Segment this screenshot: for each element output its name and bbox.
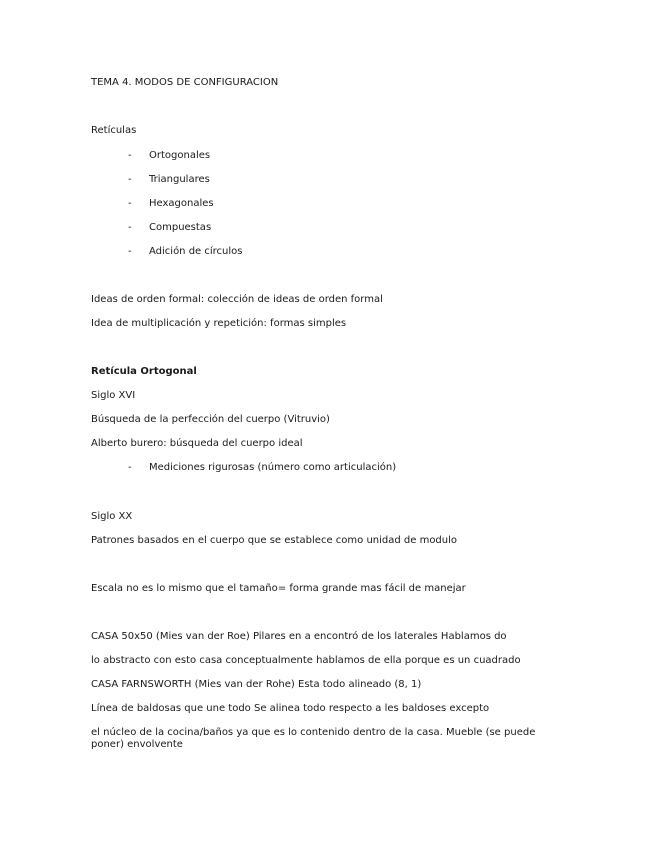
paragraph: Escala no es lo mismo que el tamaño= forma grande mas fácil de manejar bbox=[91, 583, 466, 594]
paragraph: Patrones basados en el cuerpo que se establece como unidad de modulo bbox=[91, 535, 458, 546]
paragraph: lo abstracto con esto casa conceptualmente hablamos de ella porque es un cuadrado bbox=[91, 655, 521, 666]
paragraph: Línea de baldosas que une todo Se alinea todo respecto a les baldoses excepto bbox=[91, 703, 490, 714]
list-item: - Hexagonales bbox=[128, 198, 214, 209]
paragraph: CASA FARNSWORTH (Mies van der Rohe) Esta todo alineado (8, 1) bbox=[91, 679, 422, 690]
paragraph: Siglo XVI bbox=[91, 390, 136, 401]
paragraph: Alberto burero: búsqueda del cuerpo ideal bbox=[91, 438, 303, 449]
section-heading-reticulas: Retículas bbox=[91, 125, 137, 136]
list-item: - Compuestas bbox=[128, 222, 212, 233]
list-item: - Mediciones rigurosas (número como articulación) bbox=[128, 462, 397, 473]
document-title: TEMA 4. MODOS DE CONFIGURACION bbox=[91, 77, 279, 88]
paragraph: Idea de multiplicación y repetición: formas simples bbox=[91, 318, 347, 329]
paragraph: el núcleo de la cocina/baños ya que es lo contenido dentro de la casa. Mueble (se puede poner) envolvente bbox=[91, 727, 536, 750]
paragraph: CASA 50x50 (Mies van der Roe) Pilares en a encontró de los laterales Hablamos do bbox=[91, 631, 507, 642]
list-item: - Adición de círculos bbox=[128, 246, 243, 257]
list-item: - Triangulares bbox=[128, 174, 210, 185]
paragraph: Ideas de orden formal: colección de ideas de orden formal bbox=[91, 294, 383, 305]
section-heading-ortogonal: Retícula Ortogonal bbox=[91, 366, 197, 377]
paragraph: Búsqueda de la perfección del cuerpo (Vitruvio) bbox=[91, 414, 330, 425]
list-item: - Ortogonales bbox=[128, 150, 211, 161]
paragraph: Siglo XX bbox=[91, 511, 133, 522]
